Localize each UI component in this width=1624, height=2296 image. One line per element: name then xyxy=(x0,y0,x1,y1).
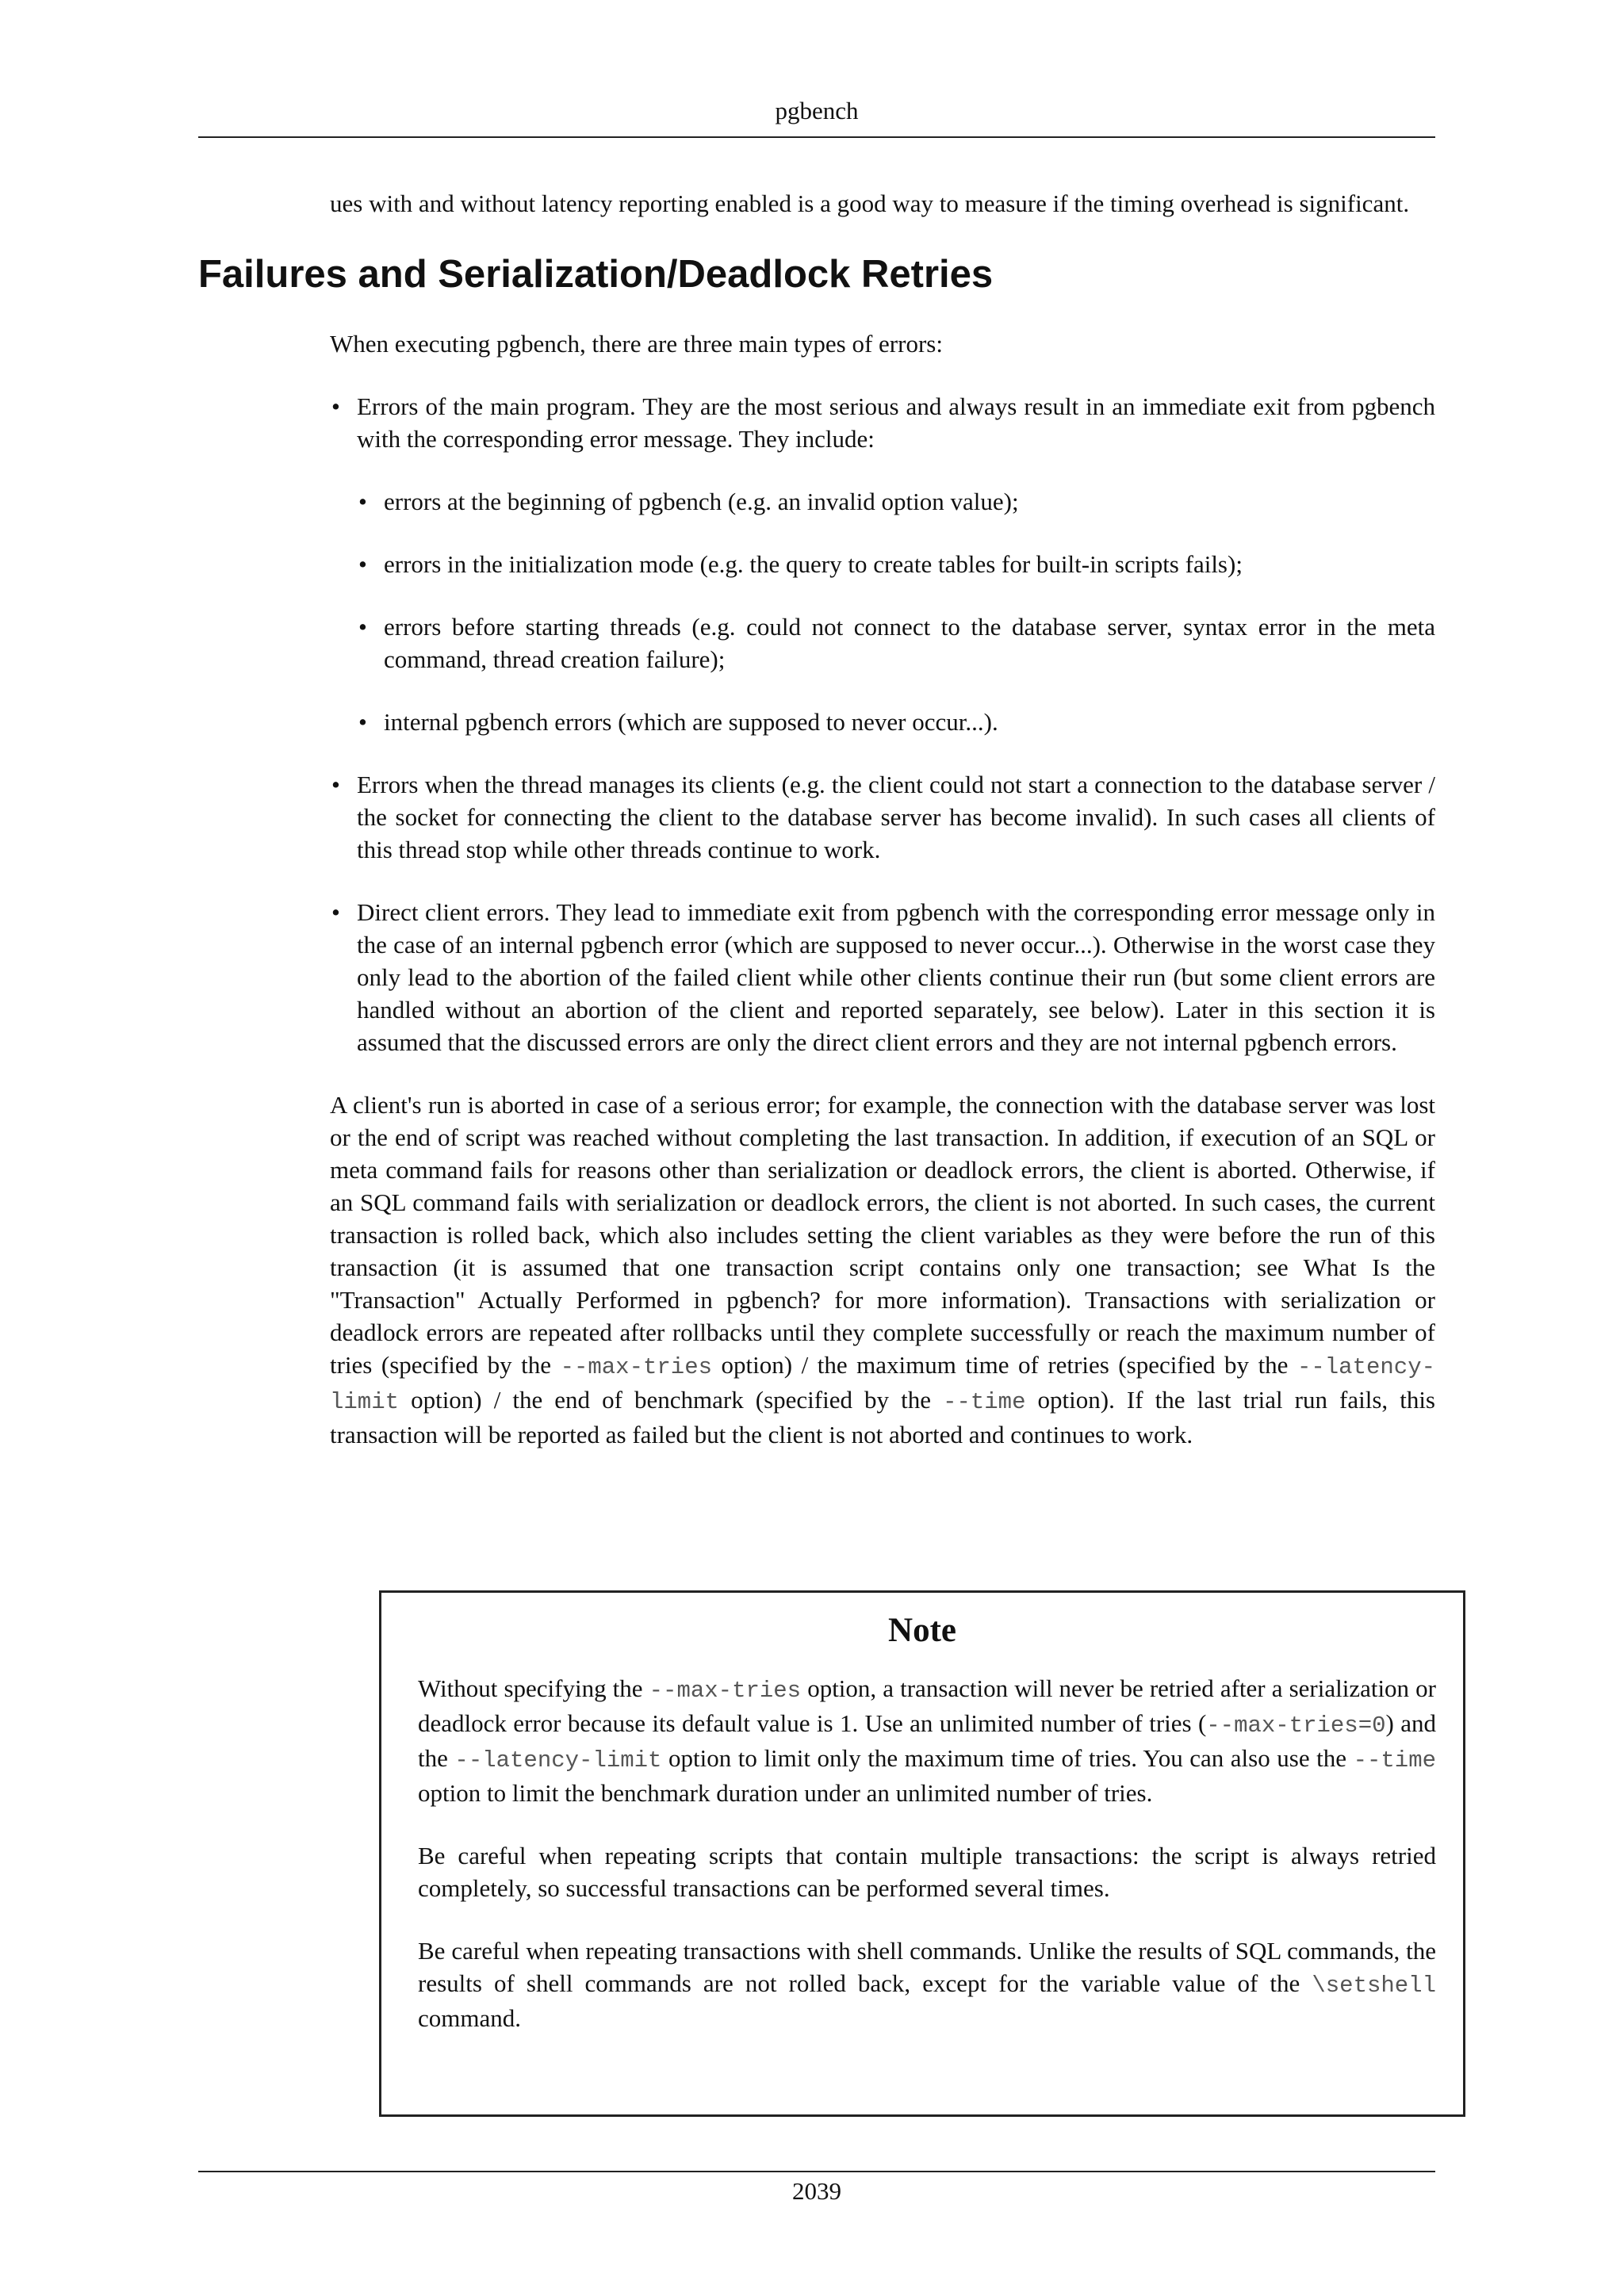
code-max-tries: --max-tries xyxy=(560,1354,712,1380)
text-run: option) / the maximum time of retries (specified by the xyxy=(712,1351,1297,1379)
code-max-tries-zero: --max-tries=0 xyxy=(1206,1712,1386,1739)
note-paragraph-shell-commands xyxy=(418,1934,1436,2034)
code-time: --time xyxy=(1353,1747,1436,1774)
abort-paragraph xyxy=(330,1089,1435,1451)
text-run: option) / the end of benchmark (specified by the xyxy=(399,1386,944,1414)
list-item-main-program-errors xyxy=(330,390,1435,738)
text-run: Be careful when repeating transactions with shell commands. Unlike the results of SQL commands, the results of shell commands are not rolled back, except for the variable value of the xyxy=(418,1937,1436,1997)
code-latency-limit: --latency-limit xyxy=(330,1354,1435,1415)
section-lead: When executing pgbench, there are three main types of errors: xyxy=(330,330,943,358)
code-time: --time xyxy=(943,1389,1026,1415)
code-max-tries: --max-tries xyxy=(649,1678,802,1704)
text-run: option). If the last trial run fails, this transaction will be reported as failed but the client is not aborted and continues to work. xyxy=(330,1386,1435,1448)
note-paragraph-max-tries xyxy=(418,1672,1436,1809)
intro-paragraph: ues with and without latency reporting enabled is a good way to measure if the timing overhead is significant. xyxy=(330,189,1410,217)
error-types-list xyxy=(330,390,1435,1058)
note-paragraph-multiple-transactions: Be careful when repeating scripts that contain multiple transactions: the script is always retried completely, so successful transactions can be performed several times. xyxy=(418,1842,1436,1902)
sublist-item: • errors in the initialization mode (e.g. the query to create tables for built-in scripts fails); xyxy=(357,548,1435,580)
sublist-item: • errors before starting threads (e.g. could not connect to the database server, syntax error in the meta command, thread creation failure); xyxy=(357,610,1435,675)
footer-rule xyxy=(198,2171,1435,2172)
text-run: A client's run is aborted in case of a serious error; for example, the connection with the database server was lost or the end of script was reached without completing the last transaction. In addition, if execution of an SQL or meta command fails for reasons other than serialization or deadlock errors, the client is aborted. Otherwise, if an SQL command fails with serialization or deadlock errors, the client is not aborted. In such cases, the current transaction is rolled back, which also includes setting the client variables as they were before the run of this transaction (it is assumed that one transaction script contains only one transaction; see What Is the "Transaction" Actually Performed in pgbench? for more information). Transactions with serialization or deadlock errors are repeated after rollbacks until they complete successfully or reach the maximum number of tries (specified by the xyxy=(330,1091,1435,1379)
running-header: pgbench xyxy=(775,97,859,124)
code-latency-limit: --latency-limit xyxy=(454,1747,662,1774)
text-run: option to limit only the maximum time of tries. You can also use the xyxy=(661,1744,1354,1772)
page-content xyxy=(0,187,1624,1451)
note-body xyxy=(418,1672,1436,2034)
list-item-text: Errors of the main program. They are the most serious and always result in an immediate exit from pgbench with the corresponding error message. They include: xyxy=(357,392,1435,453)
text-run: Without specifying the xyxy=(418,1674,649,1702)
list-item-thread-errors: • Errors when the thread manages its clients (e.g. the client could not start a connection to the database server / the socket for connecting the client to the database server has become invalid). In such cases all clients of this thread stop while other threads continue to work. xyxy=(330,768,1435,866)
list-item-direct-client-errors: • Direct client errors. They lead to immediate exit from pgbench with the corresponding error message only in the case of an internal pgbench error (which are supposed to never occur...). Otherwise in the worst case they only lead to the abortion of the failed client while other clients continue their run (but some client errors are handled without an abortion of the client and reported separately, see below). Later in this section it is assumed that the discussed errors are only the direct client errors and they are not internal pgbench errors. xyxy=(330,896,1435,1058)
text-run: command. xyxy=(418,2004,521,2032)
note-box xyxy=(379,1590,1465,2117)
sublist-item: • internal pgbench errors (which are supposed to never occur...). xyxy=(357,706,1435,738)
section-title: Failures and Serialization/Deadlock Retries xyxy=(198,253,994,296)
sublist-item: • errors at the beginning of pgbench (e.g. an invalid option value); xyxy=(357,485,1435,518)
main-program-errors-sublist xyxy=(357,485,1435,738)
text-run: option to limit the benchmark duration under an unlimited number of tries. xyxy=(418,1779,1153,1807)
note-title: Note xyxy=(888,1612,956,1649)
header-rule xyxy=(198,136,1435,138)
text-run: option, a transaction will never be retried after a serialization or deadlock error because its default value is 1. Use an unlimited number of tries ( xyxy=(418,1674,1436,1737)
text-run: ) and the xyxy=(418,1709,1436,1772)
page-number: 2039 xyxy=(792,2177,841,2205)
code-setshell: \setshell xyxy=(1312,1973,1436,1999)
